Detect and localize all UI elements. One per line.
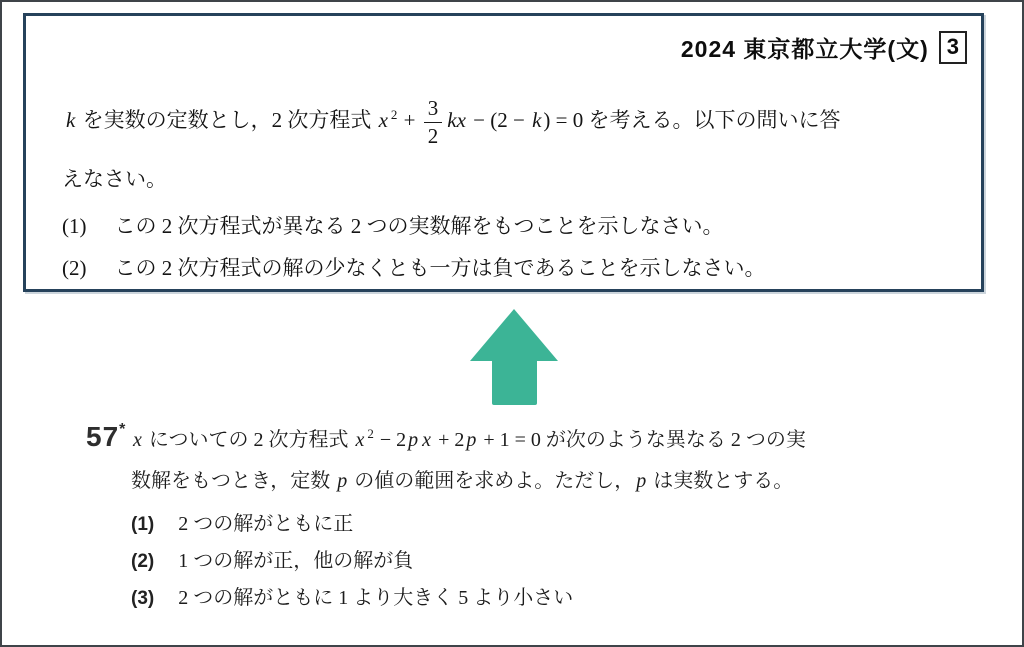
arrow-head-icon xyxy=(470,309,558,361)
ex-eq-tail: + 1 = 0 xyxy=(478,429,541,451)
p-variable-1: p xyxy=(337,470,348,492)
eq-plus: + xyxy=(398,108,421,132)
x-variable: x xyxy=(133,429,142,451)
ex-eq-x2: x xyxy=(422,429,432,451)
exercise-item-2-text: 1 つの解が正，他の解が負 xyxy=(178,550,414,572)
eq-k: k xyxy=(532,108,542,132)
ex-eq-x: x xyxy=(355,429,365,451)
fraction-denominator: 2 xyxy=(427,123,439,148)
eq-mid: − (2 − xyxy=(467,108,531,132)
intro-text-b: を考える。以下の問いに答 xyxy=(583,108,841,132)
intro-text-a: を実数の定数とし，2 次方程式 xyxy=(77,108,377,132)
exercise-star: * xyxy=(119,420,127,438)
ex-eq-m1: − 2 xyxy=(374,429,407,451)
up-arrow xyxy=(470,309,558,405)
arrow-stem xyxy=(492,361,537,405)
box-item-1-marker: (1) xyxy=(62,214,87,238)
exercise-item-1 xyxy=(131,508,353,541)
ex-line1-text-b: が次のような異なる 2 つの実 xyxy=(540,429,806,451)
exercise-number-text: 57 xyxy=(86,421,120,452)
exercise-item-1-text: 2 つの解がともに正 xyxy=(178,513,354,535)
exercise-item-2 xyxy=(131,545,413,578)
intro-line-2: えなさい。 xyxy=(62,167,167,191)
ex-line2-text-a: 数解をもつとき，定数 xyxy=(131,470,336,492)
ex-line1-text-a: についての 2 次方程式 xyxy=(143,429,354,451)
eq-kx: kx xyxy=(447,108,466,132)
eq-x: x xyxy=(378,108,388,132)
box-item-1 xyxy=(62,210,724,242)
ex-eq-p1: p xyxy=(408,429,419,451)
ex-eq-p2: p xyxy=(466,429,477,451)
box-item-2 xyxy=(62,252,766,284)
ex-line2-text-b: の値の範囲を求めよ。ただし， xyxy=(349,470,635,492)
box-item-2-text: この 2 次方程式の解の少なくとも一方は負であることを示しなさい。 xyxy=(114,256,766,280)
exam-header xyxy=(681,31,967,64)
exercise-item-1-marker: (1) xyxy=(131,514,155,535)
exercise-item-2-marker: (2) xyxy=(131,551,155,572)
exercise-line-1 xyxy=(131,423,806,459)
ex-eq-m2: + 2 xyxy=(433,429,465,451)
box-item-1-text: この 2 次方程式が異なる 2 つの実数解をもつことを示しなさい。 xyxy=(114,214,724,238)
quadratic-equation xyxy=(377,95,584,148)
exercise-equation xyxy=(354,426,541,451)
fraction-numerator: 3 xyxy=(424,98,443,123)
exercise-item-3-marker: (3) xyxy=(131,588,155,609)
exercise-item-3-text: 2 つの解がともに 1 より大きく 5 より小さい xyxy=(178,587,574,609)
eq-exponent: 2 xyxy=(390,107,398,122)
problem-box xyxy=(23,13,984,292)
p-variable-2: p xyxy=(636,470,647,492)
exercise-item-3 xyxy=(131,582,573,615)
fraction xyxy=(424,95,443,148)
k-variable: k xyxy=(66,108,76,132)
exam-number-box: 3 xyxy=(939,31,967,64)
intro-line-1 xyxy=(64,92,841,151)
exercise-line-2 xyxy=(131,464,793,498)
box-item-2-marker: (2) xyxy=(62,256,87,280)
exam-title: 2024 東京都立大学(文) xyxy=(680,36,929,62)
ex-eq-exponent: 2 xyxy=(367,426,374,441)
ex-line2-text-c: は実数とする。 xyxy=(648,470,794,492)
exercise-number xyxy=(86,421,126,453)
eq-tail: ) = 0 xyxy=(543,108,584,132)
